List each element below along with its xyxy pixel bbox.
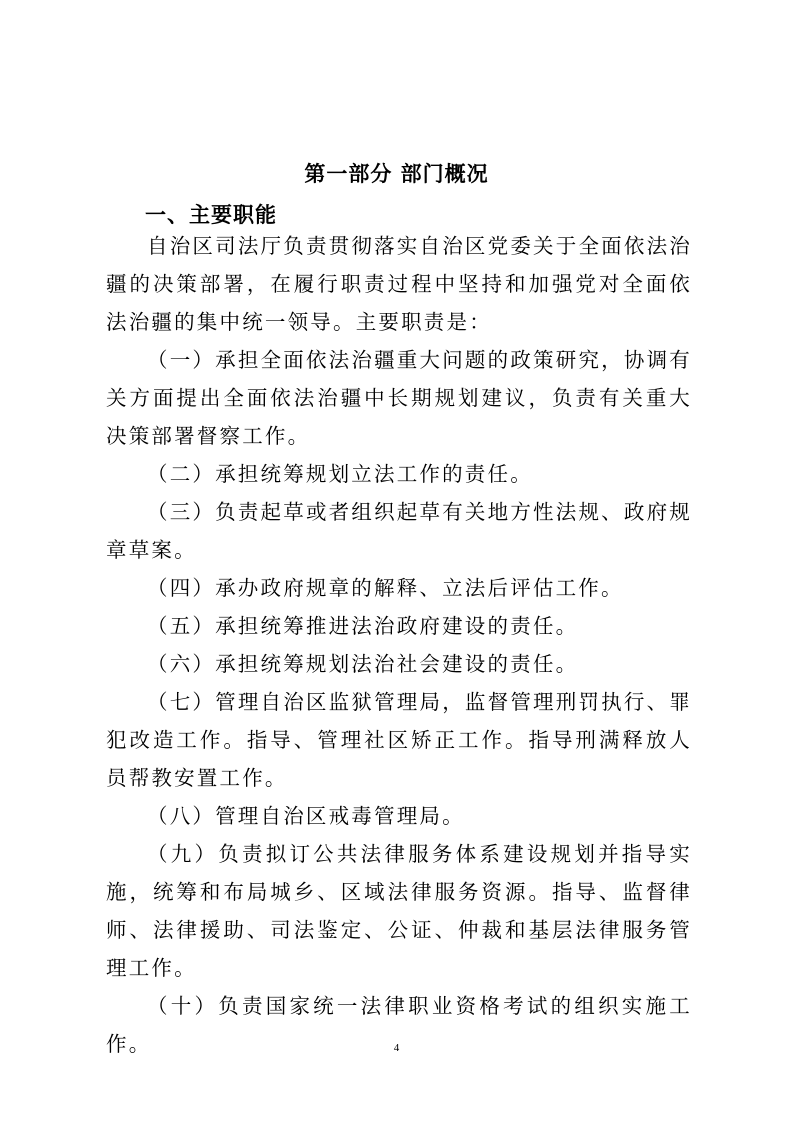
section-heading: 一、主要职能 xyxy=(145,203,277,227)
paragraph-intro: 自治区司法厅负责贯彻落实自治区党委关于全面依法治疆的决策部署，在履行职责过程中坚持和加强党对全面依法治疆的集中统一领导。主要职责是： xyxy=(106,234,692,334)
paragraph-item-2: （二）承担统筹规划立法工作的责任。 xyxy=(147,462,533,486)
paragraph-item-10: （十）负责国家统一法律职业资格考试的组织实施工作。 xyxy=(106,994,692,1056)
page-number: 4 xyxy=(393,1042,400,1054)
paragraph-item-5: （五）承担统筹推进法治政府建设的责任。 xyxy=(147,614,579,638)
part-title: 第一部分 部门概况 xyxy=(304,162,489,186)
paragraph-item-7: （七）管理自治区监狱管理局，监督管理刑罚执行、罪犯改造工作。指导、管理社区矫正工作。指导刑满释放人员帮教安置工作。 xyxy=(106,690,692,790)
paragraph-item-6: （六）承担统筹规划法治社会建设的责任。 xyxy=(147,652,579,676)
paragraph-item-1: （一）承担全面依法治疆重大问题的政策研究，协调有关方面提出全面依法治疆中长期规划建议，负责有关重大决策部署督察工作。 xyxy=(106,348,692,448)
paragraph-item-4: （四）承办政府规章的解释、立法后评估工作。 xyxy=(147,576,624,600)
body-text xyxy=(106,227,692,1063)
paragraph-item-8: （八）管理自治区戒毒管理局。 xyxy=(147,804,465,828)
paragraph-item-3: （三）负责起草或者组织起草有关地方性法规、政府规章草案。 xyxy=(106,500,692,562)
paragraph-item-9: （九）负责拟订公共法律服务体系建设规划并指导实施，统筹和布局城乡、区域法律服务资源。指导、监督律师、法律援助、司法鉴定、公证、仲裁和基层法律服务管理工作。 xyxy=(106,842,692,980)
